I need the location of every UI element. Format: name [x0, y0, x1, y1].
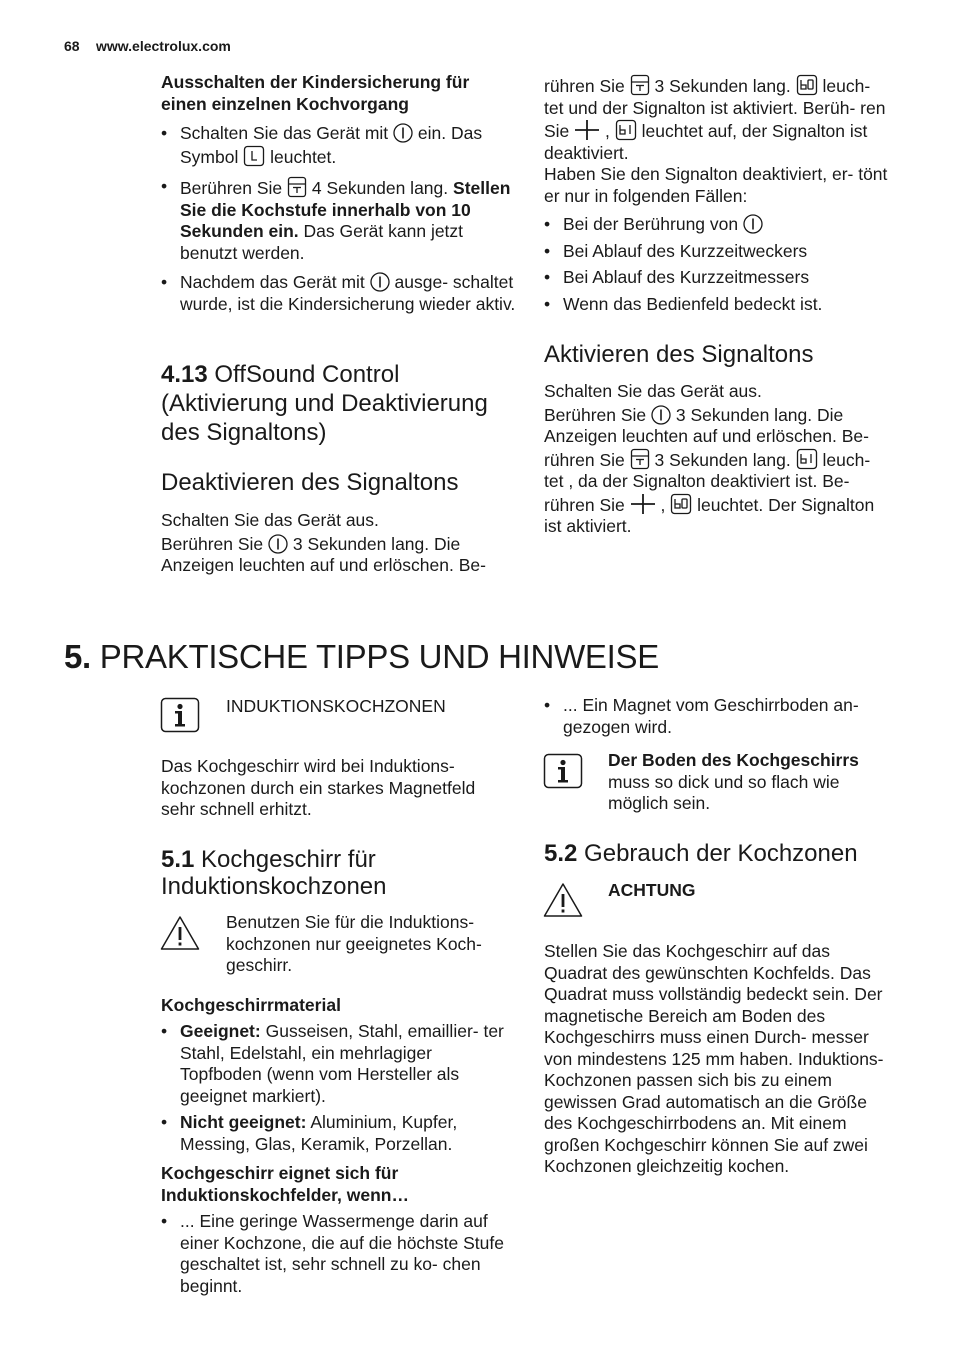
activate-heading: Aktivieren des Signaltons — [544, 341, 814, 368]
list-item: • ... Eine geringe Wassermenge darin auf einer Kochzone, die auf die höchste Stufe geschaltet ist, sehr schnell zu ko- chen beginnt. — [161, 1211, 511, 1297]
info-icon — [543, 753, 583, 789]
plus-symbol-icon — [630, 493, 656, 515]
suits-list — [161, 1211, 511, 1297]
warning-icon — [160, 915, 200, 951]
deactivate-text-continued: rühren Sie 3 Sekunden lang. leuch- tet und der Signalton ist aktiviert. Berüh- ren Sie , leuchtet auf, der Signalton ist deaktiviert. Haben Sie den Signalton deaktiviert, er- tönt er nur in folgenden Fällen: • Bei der Berührung von • Bei Ablauf des Kurzzeitweckers • Bei Ablauf des Kurzzeitmessers • Wenn das Bedienfeld bedeckt ist. — [544, 74, 894, 320]
plus-symbol-icon — [574, 119, 600, 141]
info-label: INDUKTIONSKOCHZONEN — [226, 696, 446, 716]
list-item: • Schalten Sie das Gerät mit ein. Das Symbol leuchtet. — [161, 123, 516, 168]
lock-symbol-icon — [630, 74, 650, 96]
display-b0-icon — [670, 493, 692, 515]
section-4-13-heading: 4.13 OffSound Control (Aktivierung und Deaktivierung des Signaltons) — [161, 361, 488, 446]
list-item: • Bei Ablauf des Kurzzeitweckers — [544, 241, 894, 263]
chapter-5-title: 5. PRAKTISCHE TIPPS UND HINWEISE — [64, 638, 659, 675]
lock-symbol-icon — [630, 448, 650, 470]
section-5-1-warning: Benutzen Sie für die Induktions- kochzonen nur geeignetes Koch- geschirr. — [226, 912, 482, 975]
induction-intro: Das Kochgeschirr wird bei Induktions- kochzonen durch ein starkes Magnetfeld sehr schnell erhitzt. — [161, 756, 476, 819]
power-symbol-icon — [393, 123, 413, 143]
list-item: • Bei Ablauf des Kurzzeitmessers — [544, 267, 894, 289]
activate-text: Schalten Sie das Gerät aus. Berühren Sie 3 Sekunden lang. Die Anzeigen leuchten auf und erlöschen. Be- rühren Sie 3 Sekunden lang. leuch- tet , da der Signalton deaktiviert ist. Be- rühren Sie , leuchtet. Der Signalton ist aktiviert. — [544, 381, 875, 536]
warning-icon — [543, 882, 583, 918]
material-heading: Kochgeschirrmaterial — [161, 995, 341, 1015]
child-lock-symbol-icon — [243, 145, 265, 167]
info-icon — [160, 697, 200, 733]
suits-heading: Kochgeschirr eignet sich für Induktionskochfelder, wenn… — [161, 1163, 409, 1205]
power-symbol-icon — [268, 534, 288, 554]
page-number: 68 — [64, 38, 80, 54]
power-symbol-icon — [743, 214, 763, 234]
list-item: • Geeignet: Gusseisen, Stahl, emaillier- ter Stahl, Edelstahl, ein mehrlagiger Topfboden (wenn vom Hersteller als geeignet markiert). — [161, 1021, 511, 1107]
lock-symbol-icon — [287, 176, 307, 198]
list-item: • Wenn das Bedienfeld bedeckt ist. — [544, 294, 894, 316]
list-item: • Berühren Sie 4 Sekunden lang. Stellen Sie die Kochstufe innerhalb von 10 Sekunden ein. Das Gerät kann jetzt benutzt werden. — [161, 176, 516, 264]
display-b0-icon — [796, 74, 818, 96]
child-lock-section — [161, 72, 516, 323]
signal-cases-list — [544, 214, 894, 315]
list-item: • Nicht geeignet: Aluminium, Kupfer, Messing, Glas, Keramik, Porzellan. — [161, 1112, 511, 1155]
list-item: • Nachdem das Gerät mit ausge- schaltet wurde, ist die Kindersicherung wieder aktiv. — [161, 272, 516, 315]
child-lock-steps — [161, 123, 516, 315]
material-list — [161, 1021, 511, 1160]
power-symbol-icon — [651, 405, 671, 425]
section-5-1-heading: 5.1 Kochgeschirr für Induktionskochzonen — [161, 846, 387, 900]
child-lock-heading: Ausschalten der Kindersicherung für einen einzelnen Kochvorgang — [161, 72, 470, 114]
display-b1-icon — [796, 448, 818, 470]
list-item: • ... Ein Magnet vom Geschirrboden an- gezogen wird. — [544, 695, 889, 738]
deactivate-text: Schalten Sie das Gerät aus. Berühren Sie 3 Sekunden lang. Die Anzeigen leuchten auf und erlöschen. Be- — [161, 510, 486, 575]
section-5-2-text: Stellen Sie das Kochgeschirr auf das Quadrat des gewünschten Kochfelds. Das Quadrat muss vollständig bedeckt sein. Der magnetische Bereich am Boden des Kochgeschirrs muss einen Durch- messer von mindestens 125 mm haben. Induktions-Kochzonen passen sich bis zu einem gewissen Grad automatisch an die Größe des Kochgeschirrbodens an. Mit einem großen Kochgeschirr können Sie auf zwei Kochzonen gleichzeitig kochen. — [544, 941, 884, 1176]
deactivate-heading: Deaktivieren des Signaltons — [161, 469, 459, 496]
cookware-bottom-note: Der Boden des Kochgeschirrs muss so dick und so flach wie möglich sein. — [608, 750, 859, 813]
list-item: • Bei der Berührung von — [544, 214, 894, 236]
section-5-2-heading: 5.2 Gebrauch der Kochzonen — [544, 840, 858, 867]
header-website: www.electrolux.com — [96, 38, 231, 54]
display-b1-icon — [615, 119, 637, 141]
caution-label: ACHTUNG — [608, 880, 696, 900]
suits-list-continued — [544, 695, 889, 738]
power-symbol-icon — [370, 272, 390, 292]
